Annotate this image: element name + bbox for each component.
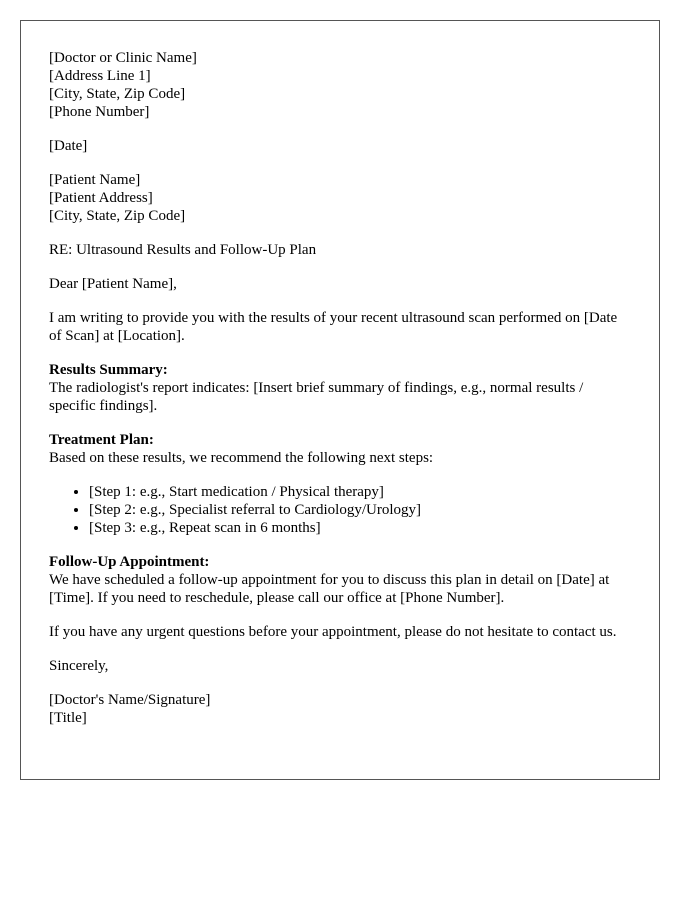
signature-title: [Title] <box>49 710 87 726</box>
recipient-name: [Patient Name] <box>49 172 141 188</box>
intro-paragraph: I am writing to provide you with the results of your recent ultrasound scan performed on [Date of Scan] at [Location]. <box>49 310 618 344</box>
recipient-block <box>49 171 631 225</box>
results-section <box>49 361 631 415</box>
sender-phone: [Phone Number] <box>49 104 150 120</box>
treatment-section <box>49 431 631 467</box>
results-heading: Results Summary: <box>49 362 168 378</box>
salutation: Dear [Patient Name], <box>49 276 177 292</box>
closing-paragraph: If you have any urgent questions before your appointment, please do not hesitate to contact us. <box>49 624 617 640</box>
recipient-city-state-zip: [City, State, Zip Code] <box>49 208 186 224</box>
recipient-address: [Patient Address] <box>49 190 153 206</box>
sender-block <box>49 49 631 121</box>
treatment-steps-list <box>49 483 631 537</box>
treatment-heading: Treatment Plan: <box>49 432 154 448</box>
followup-heading: Follow-Up Appointment: <box>49 554 210 570</box>
results-text: The radiologist's report indicates: [Insert brief summary of findings, e.g., normal results / specific findings]. <box>49 380 584 414</box>
letter <box>20 20 660 780</box>
followup-text: We have scheduled a follow-up appointment for you to discuss this plan in detail on [Date] at [Time]. If you need to reschedule, please call our office at [Phone Number]. <box>49 572 610 606</box>
signature-name: [Doctor's Name/Signature] <box>49 692 211 708</box>
subject-line: RE: Ultrasound Results and Follow-Up Plan <box>49 242 317 258</box>
signature-block <box>49 691 631 727</box>
signoff: Sincerely, <box>49 658 109 674</box>
sender-address-line-1: [Address Line 1] <box>49 68 151 84</box>
list-item: • [Step 2: e.g., Specialist referral to Cardiology/Urology] <box>89 501 631 519</box>
sender-city-state-zip: [City, State, Zip Code] <box>49 86 186 102</box>
list-item: • [Step 3: e.g., Repeat scan in 6 months] <box>89 519 631 537</box>
list-item: • [Step 1: e.g., Start medication / Physical therapy] <box>89 483 631 501</box>
sender-name: [Doctor or Clinic Name] <box>49 50 197 66</box>
followup-section <box>49 553 631 607</box>
treatment-text: Based on these results, we recommend the following next steps: <box>49 450 434 466</box>
letter-date: [Date] <box>49 138 88 154</box>
